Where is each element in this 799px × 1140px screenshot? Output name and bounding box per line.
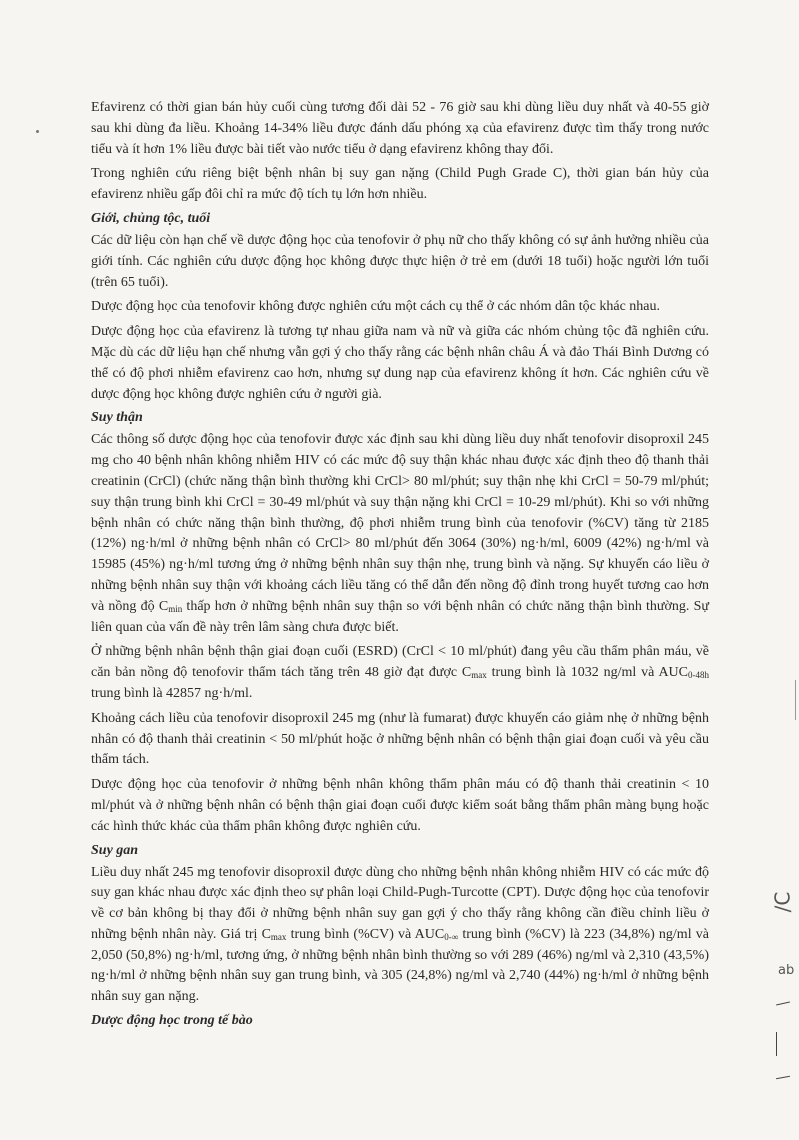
paragraph-esrd: Ở những bệnh nhân bệnh thận giai đoạn cuối (ESRD) (CrCl < 10 ml/phút) đang yêu cầu thẩm phân máu, về căn bản nồng độ tenofovir thẩm tách tăng trên 48 giờ đạt được $C_{max}$ trung bình là 1032 ng/ml và $AUC_{0-48h}$ trung bình là 42857 ng·h/ml.: [91, 644, 710, 701]
margin-note-2: ab: [778, 963, 795, 978]
heading-hepatic-impairment: Suy gan: [91, 842, 139, 858]
paragraph-ethnic: Dược động học của tenofovir không được nghiên cứu một cách cụ thể ở các nhóm dân tộc khác nhau.: [91, 299, 661, 315]
paragraph-efavirenz-race: Dược động học của efavirenz là tương tự nhau giữa nam và nữ và giữa các nhóm chủng tộc đã nghiên cứu. Mặc dù các dữ liệu hạn chế nhưng vẫn gợi ý cho thấy rằng các bệnh nhân châu Á và đảo Thái Bình Dương có thể có độ phơi nhiễm efavirenz cao hơn, nhưng sự dung nạp của efavirenz không ít hơn. Các nghiên cứu về dược động học không được nghiên cứu ở người già.: [91, 324, 709, 402]
heading-intracellular-pk: Dược động học trong tế bào: [91, 1013, 253, 1029]
paragraph-hepatic-severe: Trong nghiên cứu riêng biệt bệnh nhân bị suy gan nặng (Child Pugh Grade C), thời gian bán hủy của efavirenz nhiều gấp đôi chỉ ra mức độ tích tụ lớn hơn nhiều.: [91, 166, 709, 203]
margin-note-1: /C: [770, 891, 795, 913]
margin-stroke-2: [776, 1032, 777, 1056]
heading-renal-impairment: Suy thận: [91, 410, 143, 426]
paragraph-renal-pk: Các thông số dược động học của tenofovir được xác định sau khi dùng liều duy nhất tenofovir disoproxil 245 mg cho 40 bệnh nhân không nhiễm HIV có các mức độ suy thận khác nhau được xác định theo độ thanh thải creatinin (CrCl) (chức năng thận bình thường khi CrCl> 80 ml/phút; suy thận nhẹ khi CrCl = 50-79 ml/phút; suy thận trung bình khi CrCl = 30-49 ml/phút và suy thận nặng khi CrCl = 10-29 ml/phút). Khi so với những bệnh nhân có chức năng thận bình thường, độ phơi nhiễm trung bình của tenofovir (%CV) tăng từ 2185 (12%) ng·h/ml ở những bệnh nhân có CrCl> 80 ml/phút đến 3064 (30%) ng·h/ml, 6009 (42%) ng·h/ml và 15985 (45%) ng·h/ml tương ứng ở những bệnh nhân suy thận nhẹ, trung bình và nặng. Sự khuyến cáo liều ở những bệnh nhân suy thận với khoảng cách liều tăng có thể dẫn đến nồng độ đỉnh trong huyết tương cao hơn và nồng độ $C_{min}$ thấp hơn ở những bệnh nhân suy thận so với bệnh nhân có chức năng thận bình thường. Sự liên quan của vấn đề này trên lâm sàng chưa được biết.: [91, 432, 710, 635]
paragraph-peritoneal: Dược động học của tenofovir ở những bệnh nhân không thẩm phân máu có độ thanh thải creatinin < 10 ml/phút và ở những bệnh nhân có bệnh thận giai đoạn cuối được kiểm soát bằng thẩm phân màng bụng hoặc các hình thức khác của thẩm phân không được nghiên cứu.: [91, 777, 709, 834]
scan-dot: [36, 130, 39, 133]
document-body: [91, 98, 709, 1033]
heading-gender-race-age: Giới, chủng tộc, tuổi: [91, 210, 211, 226]
paragraph-dose-interval: Khoảng cách liều của tenofovir disoproxil 245 mg (như là fumarat) được khuyến cáo giảm nhẹ ở những bệnh nhân có độ thanh thải creatinin < 50 ml/phút hoặc ở những bệnh nhân có bệnh thận giai đoạn cuối và yêu cầu thẩm tách.: [91, 710, 709, 768]
paragraph-efavirenz-half-life: Efavirenz có thời gian bán hủy cuối cùng tương đối dài 52 - 76 giờ sau khi dùng liều duy nhất và 40-55 giờ sau khi dùng đa liều. Khoảng 14-34% liều được đánh dấu phóng xạ của efavirenz được tìm thấy trong nước tiểu và ít hơn 1% liều được bài tiết vào nước tiểu ở dạng efavirenz không thay đổi.: [91, 100, 709, 157]
paragraph-gender: Các dữ liệu còn hạn chế về dược động học của tenofovir ở phụ nữ cho thấy không có sự ảnh hưởng nhiều của giới tính. Các nghiên cứu dược động học không được thực hiện ở trẻ em (dưới 18 tuổi) hoặc người lớn tuổi (trên 65 tuổi).: [91, 232, 709, 290]
margin-stroke-4: [795, 680, 796, 720]
margin-stroke-3: [776, 1076, 790, 1079]
paragraph-hepatic-pk: Liều duy nhất 245 mg tenofovir disoproxil được dùng cho những bệnh nhân không nhiễm HIV có các mức độ suy gan khác nhau được xác định theo sự phân loại Child-Pugh-Turcotte (CPT). Dược động học của tenofovir về cơ bản không bị thay đổi ở những bệnh nhân suy gan gợi ý cho thấy rằng không cần điều chỉnh liều ở những bệnh nhân này. Giá trị $C_{max}$ trung bình (%CV) và $AUC_{0-\infty}$ trung bình (%CV) là 223 (34,8%) ng/ml và 2,050 (50,8%) ng·h/ml, tương ứng, ở những bệnh nhân bình thường so với 289 (46%) ng/ml và 2,310 (43,5%) ng·h/ml ở những bệnh nhân suy gan trung bình, và 305 (24,8%) ng/ml và 2,740 (44%) ng·h/ml ở những bệnh nhân suy gan nặng.: [91, 864, 709, 1005]
margin-stroke-1: [776, 1002, 790, 1006]
